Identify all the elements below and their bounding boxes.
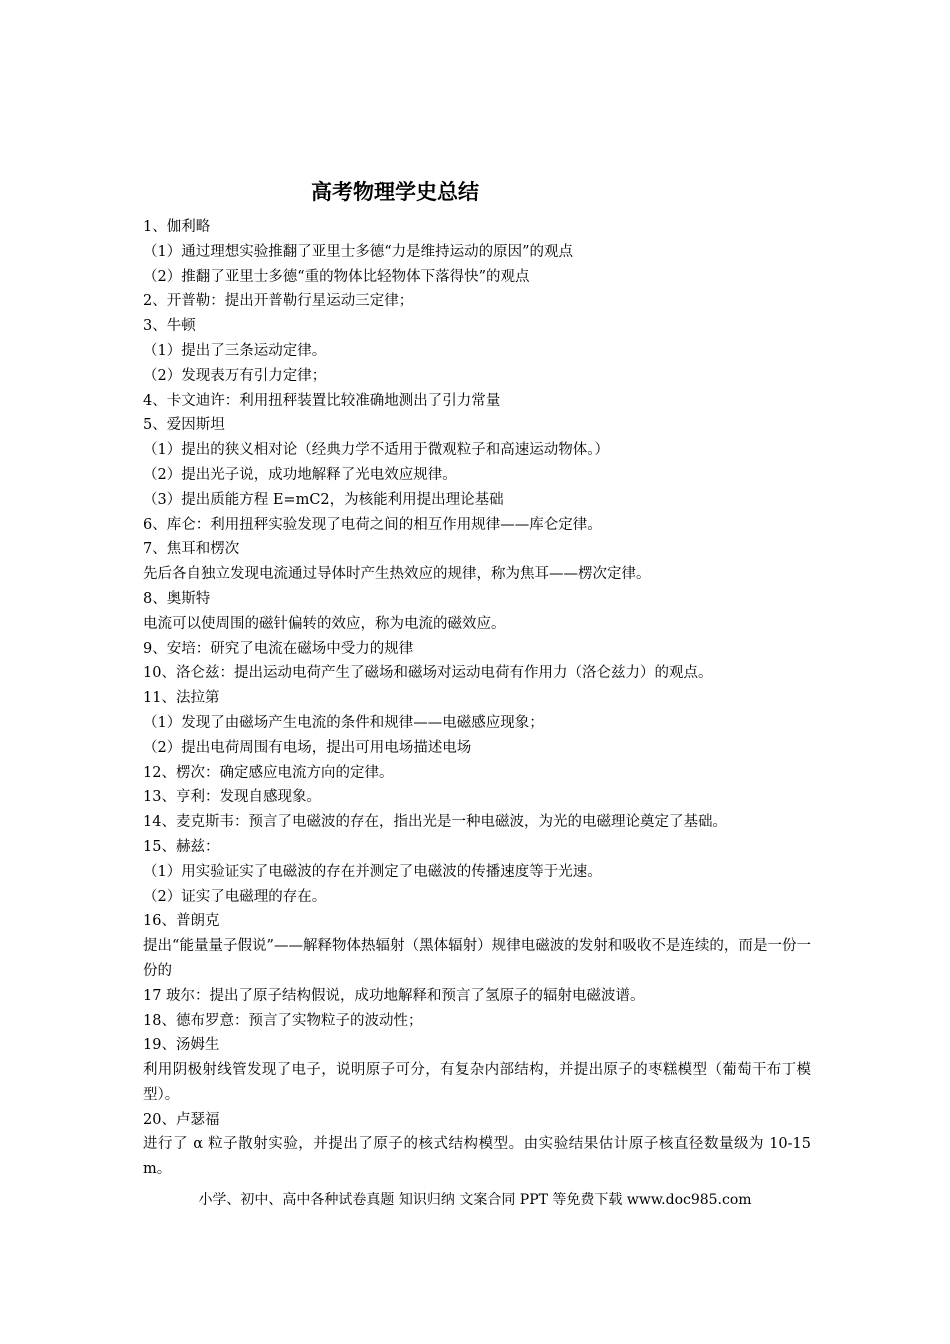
text-line: （1）提出的狭义相对论（经典力学不适用于微观粒子和高速运动物体。） [143,442,609,459]
text-line: （1）提出了三条运动定律。 [143,342,327,359]
paragraph-rutherford: 进行了 α 粒子散射实验，并提出了原子的核式结构模型。由实验结果估计原子核直径数量级为 10-15 m。 [143,1136,811,1178]
text-line: 15、赫兹： [143,838,220,855]
text-line: （1）发现了由磁场产生电流的条件和规律——电磁感应现象； [143,714,544,731]
text-line: 14、麦克斯韦：预言了电磁波的存在，指出光是一种电磁波，为光的电磁理论奠定了基础。 [143,814,727,831]
text-line: （1）用实验证实了电磁波的存在并测定了电磁波的传播速度等于光速。 [143,863,602,880]
text-line: （1）通过理想实验推翻了亚里士多德“力是维持运动的原因”的观点 [143,243,574,260]
text-line: 6、库仑：利用扭秤实验发现了电荷之间的相互作用规律——库仑定律。 [143,516,602,533]
text-line: 16、普朗克 [143,913,220,930]
text-line: 4、卡文迪许：利用扭秤装置比较准确地测出了引力常量 [143,392,501,409]
text-line: 11、法拉第 [143,690,220,707]
text-line: 电流可以使周围的磁针偏转的效应，称为电流的磁效应。 [143,615,506,632]
text-line: 17 玻尔：提出了原子结构假说，成功地解释和预言了氢原子的辐射电磁波谱。 [143,987,645,1004]
text-line: 19、汤姆生 [143,1037,220,1054]
text-line: 18、德布罗意：预言了实物粒子的波动性； [143,1012,423,1029]
page-title: 高考物理学史总结 [311,179,479,204]
text-line: 9、安培：研究了电流在磁场中受力的规律 [143,640,414,657]
text-line: 13、亨利：发现自感现象。 [143,789,321,806]
text-line: 20、卢瑟福 [143,1111,220,1128]
text-line: （2）提出光子说，成功地解释了光电效应规律。 [143,466,457,483]
paragraph-thomson: 利用阴极射线管发现了电子，说明原子可分，有复杂内部结构，并提出原子的枣糕模型（葡萄干布丁模型）。 [143,1062,811,1103]
text-line: 2、开普勒：提出开普勒行星运动三定律； [143,293,414,310]
document-body [143,215,811,1182]
text-line: （2）推翻了亚里士多德“重的物体比轻物体下落得快”的观点 [143,268,530,285]
text-line: （2）提出电荷周围有电场，提出可用电场描述电场 [143,739,472,756]
text-line: 12、楞次：确定感应电流方向的定律。 [143,764,394,781]
text-line: 10、洛仑兹：提出运动电荷产生了磁场和磁场对运动电荷有作用力（洛仑兹力）的观点。 [143,665,713,682]
text-line: （3）提出质能方程 E=mC2，为核能利用提出理论基础 [143,491,504,508]
text-line: （2）发现表万有引力定律； [143,367,327,384]
text-line: 7、焦耳和楞次 [143,541,240,558]
text-line: （2）证实了电磁理的存在。 [143,888,327,905]
page-footer: 小学、初中、高中各种试卷真题 知识归纳 文案合同 PPT 等免费下载 www.doc985.com [198,1192,752,1208]
text-line: 3、牛顿 [143,318,196,335]
text-line: 5、爱因斯坦 [143,417,225,434]
paragraph-planck: 提出“能量量子假说”——解释物体热辐射（黑体辐射）规律电磁波的发射和吸收不是连续的，而是一份一份的 [143,938,811,979]
text-line: 8、奥斯特 [143,590,211,607]
text-line: 先后各自独立发现电流通过导体时产生热效应的规律，称为焦耳——楞次定律。 [143,566,651,583]
text-line: 1、伽利略 [143,219,211,235]
